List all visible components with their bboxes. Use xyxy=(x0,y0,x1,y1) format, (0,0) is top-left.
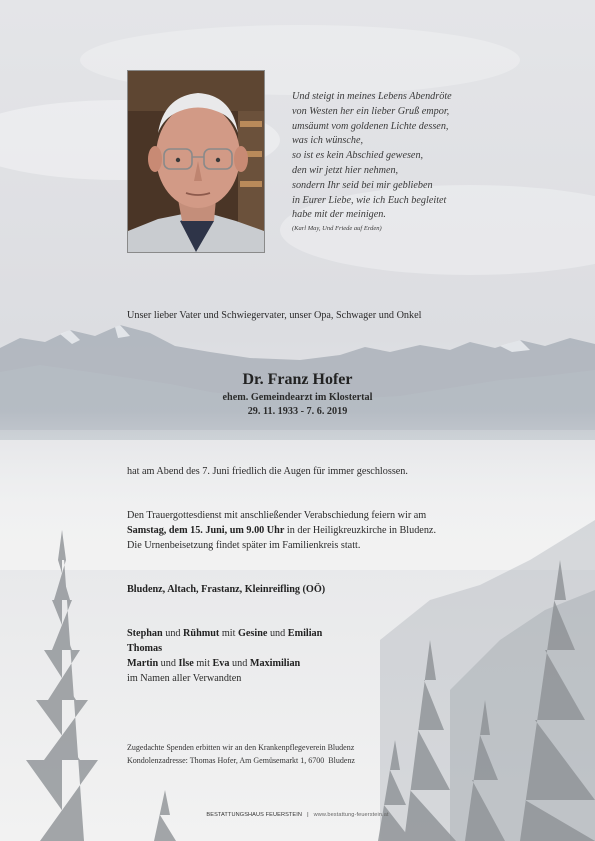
service-line-1: Den Trauergottesdienst mit anschließender Verabschiedung feiern wir am xyxy=(127,510,427,521)
family-name: Thomas xyxy=(127,643,163,654)
family-list xyxy=(127,626,322,686)
family-row xyxy=(127,656,322,671)
poem-line: in Eurer Liebe, wie ich Euch begleitet xyxy=(292,194,447,206)
poem-line: habe mit der meinigen. xyxy=(292,209,386,221)
poem-line: Und steigt in meines Lebens Abendröte xyxy=(292,91,452,102)
poem-line: den wir jetzt hier nehmen, xyxy=(292,164,399,176)
service-location: in der Heiligkreuzkirche in Bludenz. xyxy=(284,525,436,536)
portrait-photo xyxy=(127,70,265,253)
places-text: Bludenz, Altach, Frastanz, Kleinreifling (OÖ) xyxy=(127,584,326,595)
family-name: Emilian xyxy=(287,628,323,639)
service-datetime: Samstag, dem 15. Juni, um 9.00 Uhr xyxy=(127,525,285,536)
places xyxy=(127,582,325,597)
website-link[interactable]: www.bestattung-feuerstein.at xyxy=(313,812,389,818)
service-line-2 xyxy=(127,523,436,538)
donation-note: Zugedachte Spenden erbitten wir an den Krankenpflegeverein Bludenz xyxy=(127,743,355,752)
deceased-role: ehem. Gemeindearzt im Klostertal xyxy=(222,392,373,403)
family-name: Maximilian xyxy=(249,658,301,669)
poem-line: sondern Ihr seid bei mir geblieben xyxy=(292,179,433,191)
footer-separator: | xyxy=(307,812,309,818)
family-name: Stephan xyxy=(127,628,163,639)
family-name: Gesine xyxy=(237,628,268,639)
intro-text: Unser lieber Vater und Schwiegervater, unser Opa, Schwager und Onkel xyxy=(127,310,422,321)
service-info xyxy=(127,508,436,553)
poem xyxy=(292,90,532,233)
life-dates: 29. 11. 1933 - 7. 6. 2019 xyxy=(247,406,348,417)
connector: mit xyxy=(219,628,238,639)
condolence-address: Kondolenzadresse: Thomas Hofer, Am Gemüsemarkt 1, 6700 Bludenz xyxy=(127,755,355,765)
family-name: Martin xyxy=(127,658,159,669)
poem-line: was ich wünsche, xyxy=(292,135,364,147)
notes xyxy=(127,742,355,767)
company-name: BESTATTUNGSHAUS FEUERSTEIN xyxy=(206,812,303,818)
family-name: Eva xyxy=(212,658,230,669)
poem-line: von Westen her ein lieber Gruß empor, xyxy=(292,105,450,117)
connector: und xyxy=(229,658,250,669)
connector: und xyxy=(267,628,288,639)
connector: und xyxy=(162,628,184,639)
poem-source: (Karl May, Und Friede auf Erden) xyxy=(292,225,382,233)
passing-text: hat am Abend des 7. Juni friedlich die Augen für immer geschlossen. xyxy=(127,466,408,477)
service-line-3: Die Urnenbeisetzung findet später im Familienkreis statt. xyxy=(127,540,361,551)
connector: mit xyxy=(193,658,213,669)
family-row xyxy=(127,641,322,656)
poem-line: umsäumt vom goldenen Lichte dessen, xyxy=(292,120,449,132)
poem-line: so ist es kein Abschied gewesen, xyxy=(292,150,424,162)
connector: und xyxy=(158,658,179,669)
family-name: Rühmut xyxy=(183,628,220,639)
footer xyxy=(0,812,595,818)
family-name: Ilse xyxy=(178,658,194,669)
deceased-name: Dr. Franz Hofer xyxy=(242,371,353,388)
family-row xyxy=(127,626,322,641)
family-row: im Namen aller Verwandten xyxy=(127,673,242,684)
